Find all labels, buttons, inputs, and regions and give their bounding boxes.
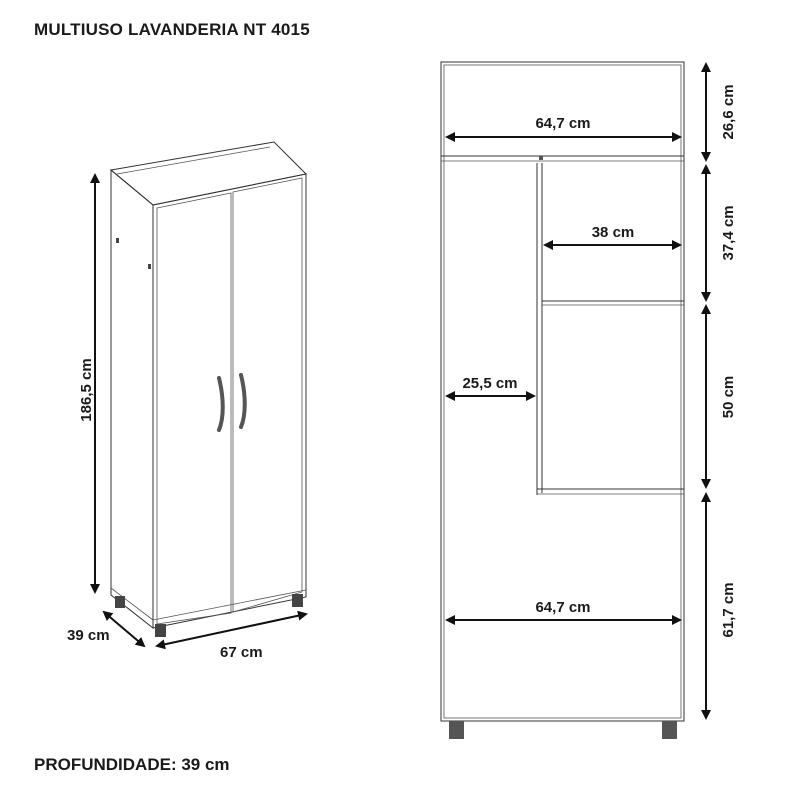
side-peg xyxy=(148,264,151,269)
bottom-width-label: 64,7 cm xyxy=(535,599,591,616)
width-label: 67 cm xyxy=(220,644,263,661)
left-door xyxy=(157,193,231,624)
cabinet-top-face xyxy=(111,142,306,205)
bottom-height-label: 61,7 cm xyxy=(720,582,737,638)
top-edge-detail xyxy=(117,147,270,174)
upper-shelf-height-label: 37,4 cm xyxy=(720,205,737,261)
diagram-title: MULTIUSO LAVANDERIA NT 4015 xyxy=(34,20,310,39)
foot-front-left xyxy=(155,624,166,637)
cabinet-3d-view xyxy=(111,142,306,637)
cabinet-front-view xyxy=(441,62,684,739)
top-height-label: 26,6 cm xyxy=(720,84,737,140)
side-peg xyxy=(116,238,119,243)
foot-left xyxy=(449,721,464,739)
width-dimension-line xyxy=(157,614,306,646)
foot-front-right xyxy=(292,594,303,607)
left-handle-icon xyxy=(219,378,223,430)
middle-height-label: 50 cm xyxy=(720,375,737,419)
height-label: 186,5 cm xyxy=(78,358,95,422)
depth-note: PROFUNDIDADE: 39 cm xyxy=(34,755,230,774)
right-handle-icon xyxy=(241,375,245,427)
top-width-label: 64,7 cm xyxy=(535,115,591,132)
left-width-label: 25,5 cm xyxy=(462,375,518,392)
foot-back-left xyxy=(115,596,125,608)
cabinet-front-face xyxy=(153,174,306,628)
depth-dimension-line xyxy=(104,612,144,646)
top-shelf-notch xyxy=(539,156,543,160)
foot-right xyxy=(662,721,677,739)
depth-label: 39 cm xyxy=(67,627,110,644)
plinth-line xyxy=(153,590,306,620)
shelf-width-label: 38 cm xyxy=(591,224,635,241)
